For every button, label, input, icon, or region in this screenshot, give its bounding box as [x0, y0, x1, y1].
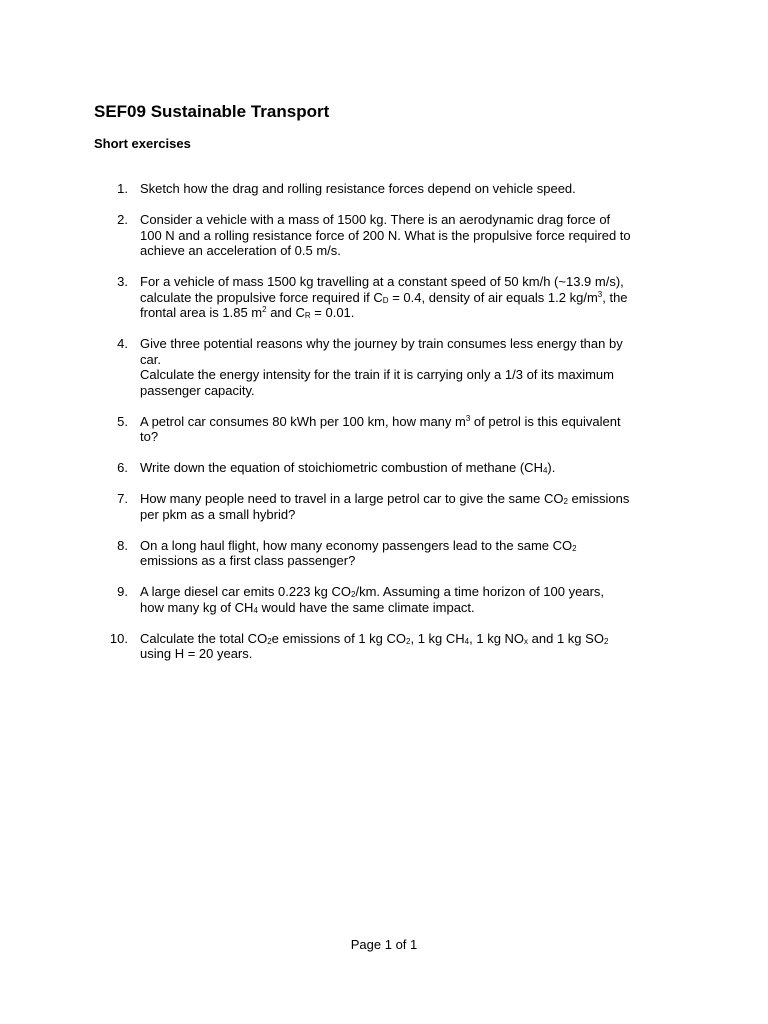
exercise-text — [140, 274, 680, 321]
exercise-line — [140, 553, 680, 569]
exercise-text — [140, 414, 680, 445]
exercise-number: 1. — [117, 181, 128, 196]
exercise-text-run: A petrol car consumes 80 kWh per 100 km, how many m — [140, 413, 466, 429]
exercise-line — [140, 646, 680, 662]
page-number: Page 1 of 1 — [350, 937, 418, 952]
subscript-text: 2 — [406, 636, 411, 646]
exercise-line — [140, 491, 680, 507]
exercise-text-run: ). — [547, 460, 556, 475]
exercise-number: 4. — [117, 336, 128, 351]
exercise-number: 9. — [117, 584, 128, 599]
exercise-text-run: and C — [266, 305, 305, 320]
exercise-line — [140, 429, 680, 445]
exercise-text — [140, 336, 680, 398]
exercise-text-run: e emissions of 1 kg CO — [271, 630, 407, 646]
exercise-text-run: , 1 kg CH — [410, 630, 465, 646]
exercise-text-run: achieve an acceleration of 0.5 m/s. — [140, 243, 341, 258]
subscript-text: x — [524, 636, 529, 646]
exercise-text-run: per pkm as a small hybrid? — [140, 506, 296, 522]
exercise-text-run: to? — [140, 429, 159, 444]
exercise-list — [0, 181, 768, 677]
exercise-text-run: passenger capacity. — [140, 382, 255, 398]
exercise-item — [0, 491, 768, 522]
subscript-text: D — [382, 295, 389, 305]
exercise-text-run: Write down the equation of stoichiometric combustion of methane (CH — [140, 460, 543, 475]
superscript-text: 3 — [597, 289, 603, 299]
exercise-text-run: emissions as a first class passenger? — [140, 553, 356, 568]
exercise-text — [140, 491, 680, 522]
exercise-number: 8. — [117, 537, 128, 553]
exercise-item — [0, 274, 768, 321]
exercise-text-run: Calculate the energy intensity for the train if it is carrying only a 1/3 of its maximum — [140, 367, 614, 382]
exercise-number: 2. — [117, 212, 128, 227]
exercise-text-run: emissions — [567, 491, 630, 506]
exercise-text-run: = 0.01. — [310, 305, 355, 320]
exercise-line — [140, 507, 680, 523]
exercise-number: 7. — [117, 491, 128, 506]
exercise-text-run: How many people need to travel in a large petrol car to give the same CO — [140, 491, 564, 506]
exercise-text-run: using H = 20 years. — [140, 646, 253, 661]
exercise-text-run: 100 N and a rolling resistance force of 200 N. What is the propulsive force required to — [140, 227, 631, 243]
exercise-item — [0, 584, 768, 615]
exercise-text-run: calculate the propulsive force required if C — [140, 289, 383, 305]
exercise-item — [0, 212, 768, 259]
exercise-text-run: Sketch how the drag and rolling resistance forces depend on vehicle speed. — [140, 181, 576, 196]
exercise-text-run: frontal area is 1.85 m — [140, 305, 263, 320]
exercise-line — [140, 460, 680, 476]
subscript-text: R — [304, 311, 311, 320]
subscript-text: 2 — [603, 636, 609, 646]
exercise-number: 10. — [109, 630, 128, 646]
exercise-line — [140, 414, 680, 430]
exercise-text — [140, 212, 680, 259]
exercise-line — [140, 243, 680, 259]
exercise-number: 5. — [117, 413, 128, 429]
exercise-text — [140, 631, 680, 662]
exercise-item — [0, 181, 768, 197]
exercise-line — [140, 383, 680, 399]
exercise-text-run: On a long haul flight, how many economy passengers lead to the same CO — [140, 537, 573, 553]
exercise-text-run: would have the same climate impact. — [257, 599, 475, 615]
exercise-line — [140, 336, 680, 352]
exercise-text-run: = 0.4, density of air equals 1.2 kg/m — [388, 289, 598, 305]
exercise-text — [140, 584, 680, 615]
subscript-text: 2 — [572, 543, 577, 553]
exercise-line — [140, 228, 680, 244]
exercise-number: 3. — [117, 274, 128, 289]
document-subtitle: Short exercises — [94, 136, 191, 151]
exercise-line — [140, 538, 680, 554]
exercise-line — [140, 367, 680, 383]
subscript-text: 2 — [267, 636, 272, 646]
exercise-line — [140, 181, 680, 197]
exercise-item — [0, 460, 768, 476]
exercise-number: 6. — [117, 460, 128, 475]
exercise-text-run: Give three potential reasons why the journey by train consumes less energy than by — [140, 336, 623, 351]
exercise-line — [140, 212, 680, 228]
exercise-text-run: Calculate the total CO — [140, 630, 268, 646]
exercise-item — [0, 414, 768, 445]
exercise-text-run: of petrol is this equivalent — [470, 413, 621, 429]
exercise-text-run: , the — [602, 289, 628, 305]
exercise-text-run: how many kg of CH — [140, 599, 254, 615]
exercise-line — [140, 274, 680, 290]
exercise-text-run: /km. Assuming a time horizon of 100 years, — [355, 584, 605, 599]
exercise-text-run: Consider a vehicle with a mass of 1500 kg. There is an aerodynamic drag force of — [140, 212, 611, 227]
exercise-line — [140, 305, 680, 321]
exercise-item — [0, 336, 768, 398]
exercise-line — [140, 631, 680, 647]
exercise-text-run: and 1 kg SO — [528, 630, 604, 646]
superscript-text: 2 — [262, 305, 267, 314]
subscript-text: 4 — [542, 466, 548, 475]
exercise-line — [140, 290, 680, 306]
exercise-line — [140, 600, 680, 616]
exercise-text-run: For a vehicle of mass 1500 kg travelling at a constant speed of 50 km/h (~13.9 m/s), — [140, 274, 624, 289]
exercise-line — [140, 352, 680, 368]
exercise-line — [140, 584, 680, 600]
exercise-text-run: car. — [140, 351, 161, 367]
subscript-text: 2 — [351, 590, 356, 599]
exercise-item — [0, 631, 768, 662]
subscript-text: 4 — [464, 636, 470, 646]
exercise-text-run: A large diesel car emits 0.223 kg CO — [140, 584, 351, 599]
subscript-text: 4 — [253, 605, 258, 615]
exercise-text — [140, 538, 680, 569]
superscript-text: 3 — [465, 413, 471, 423]
exercise-text — [140, 460, 680, 476]
exercise-text-run: , 1 kg NO — [469, 630, 525, 646]
exercise-item — [0, 538, 768, 569]
exercise-text — [140, 181, 680, 197]
document-title: SEF09 Sustainable Transport — [94, 102, 330, 121]
subscript-text: 2 — [563, 497, 568, 506]
